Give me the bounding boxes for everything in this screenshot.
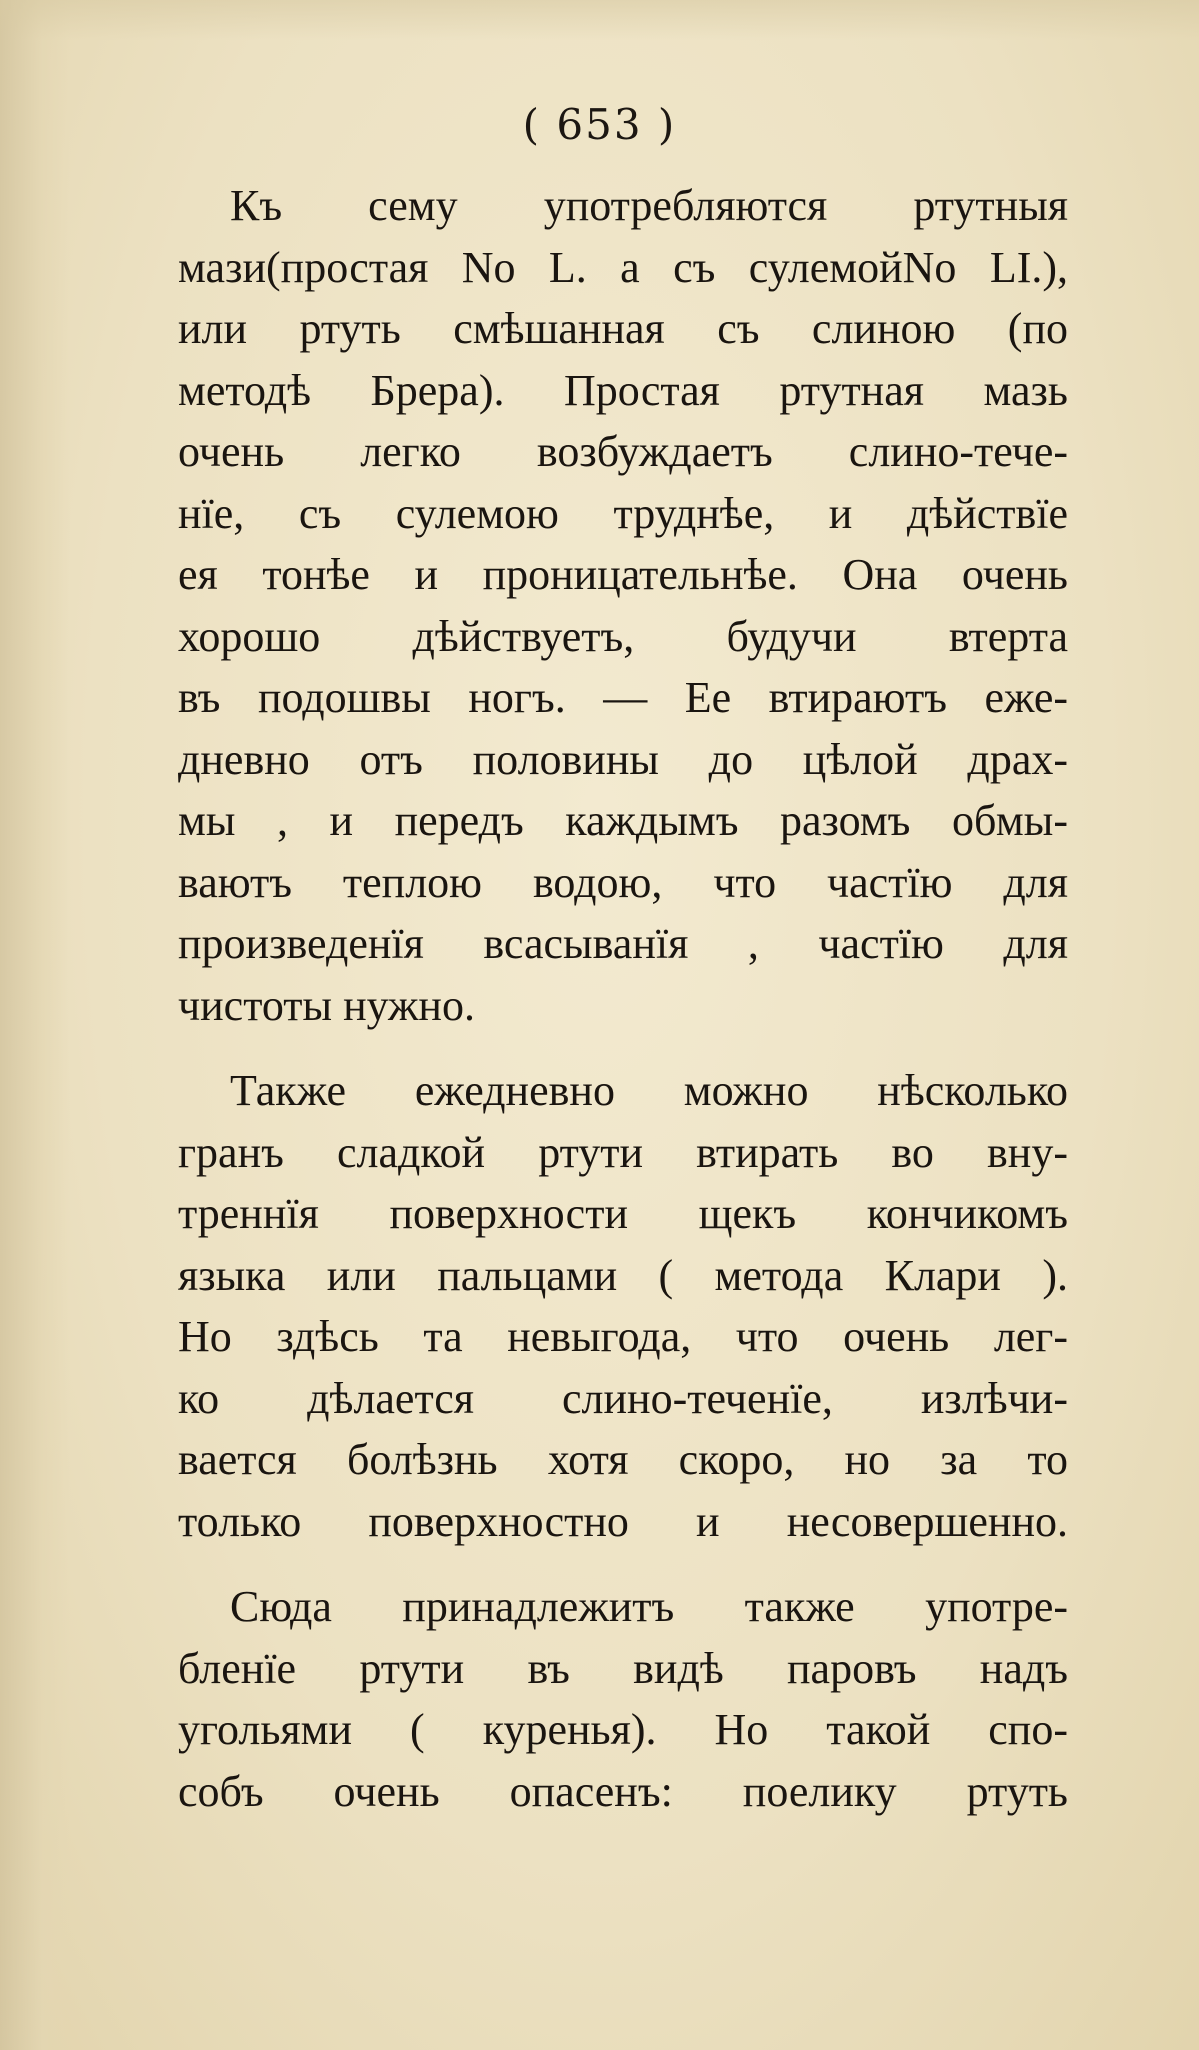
text-line: гранъ сладкой ртути втирать во вну- <box>178 1127 1068 1177</box>
text-line: очень легко возбуждаетъ слино-тече- <box>178 427 1068 476</box>
text-line: вается болѣзнь хотя скоро, но за то <box>178 1435 1068 1484</box>
text-line: ея тонѣе и проницательнѣе. Она очень <box>178 550 1068 599</box>
text-line: дневно отъ половины до цѣлой драх- <box>178 734 1068 784</box>
text-line: Къ сему употребляются ртутныя <box>230 181 1068 230</box>
text-line: въ подошвы ногъ. — Ее втираютъ еже- <box>178 673 1068 722</box>
text-line: произведенїя всасыванїя , частїю для <box>178 919 1068 968</box>
text-line: только поверхностно и несовершенно. <box>178 1496 1068 1546</box>
text-line: чистоты нужно. <box>178 980 475 1030</box>
text-line: методѣ Брера). Простая ртутная мазь <box>178 365 1068 415</box>
text-line: треннїя поверхности щекъ кончикомъ <box>178 1189 1068 1238</box>
text-line: нїе, съ сулемою труднѣе, и дѣйствїе <box>178 488 1068 538</box>
paragraph-1 <box>178 175 1068 1036</box>
paragraph-2 <box>178 1060 1068 1552</box>
text-line: собъ очень опасенъ: поелику ртуть <box>178 1766 1068 1816</box>
text-line: хорошо дѣйствуетъ, будучи втерта <box>178 611 1068 661</box>
text-line: ваютъ теплою водою, что частїю для <box>178 857 1068 907</box>
page-number: ( 653 ) <box>522 100 677 149</box>
text-line: или ртуть смѣшанная съ слиною (по <box>178 304 1068 353</box>
text-line: Также ежедневно можно нѣсколько <box>230 1066 1068 1115</box>
text-line: угольями ( куренья). Но такой спо- <box>178 1705 1068 1754</box>
text-line: языка или пальцами ( метода Клари ). <box>178 1250 1068 1300</box>
text-body <box>178 175 1068 1822</box>
text-line: мази(простая No L. а съ сулемойNo LI.), <box>178 242 1068 292</box>
text-line: Но здѣсь та невыгода, что очень лег- <box>178 1312 1068 1361</box>
paragraph-3 <box>178 1576 1068 1822</box>
text-line: бленїе ртути въ видѣ паровъ надъ <box>178 1643 1068 1693</box>
text-line: мы , и передъ каждымъ разомъ обмы- <box>178 796 1068 845</box>
text-line: Сюда принадлежитъ также употре- <box>230 1582 1068 1631</box>
text-line: ко дѣлается слино-теченїе, излѣчи- <box>178 1373 1068 1423</box>
